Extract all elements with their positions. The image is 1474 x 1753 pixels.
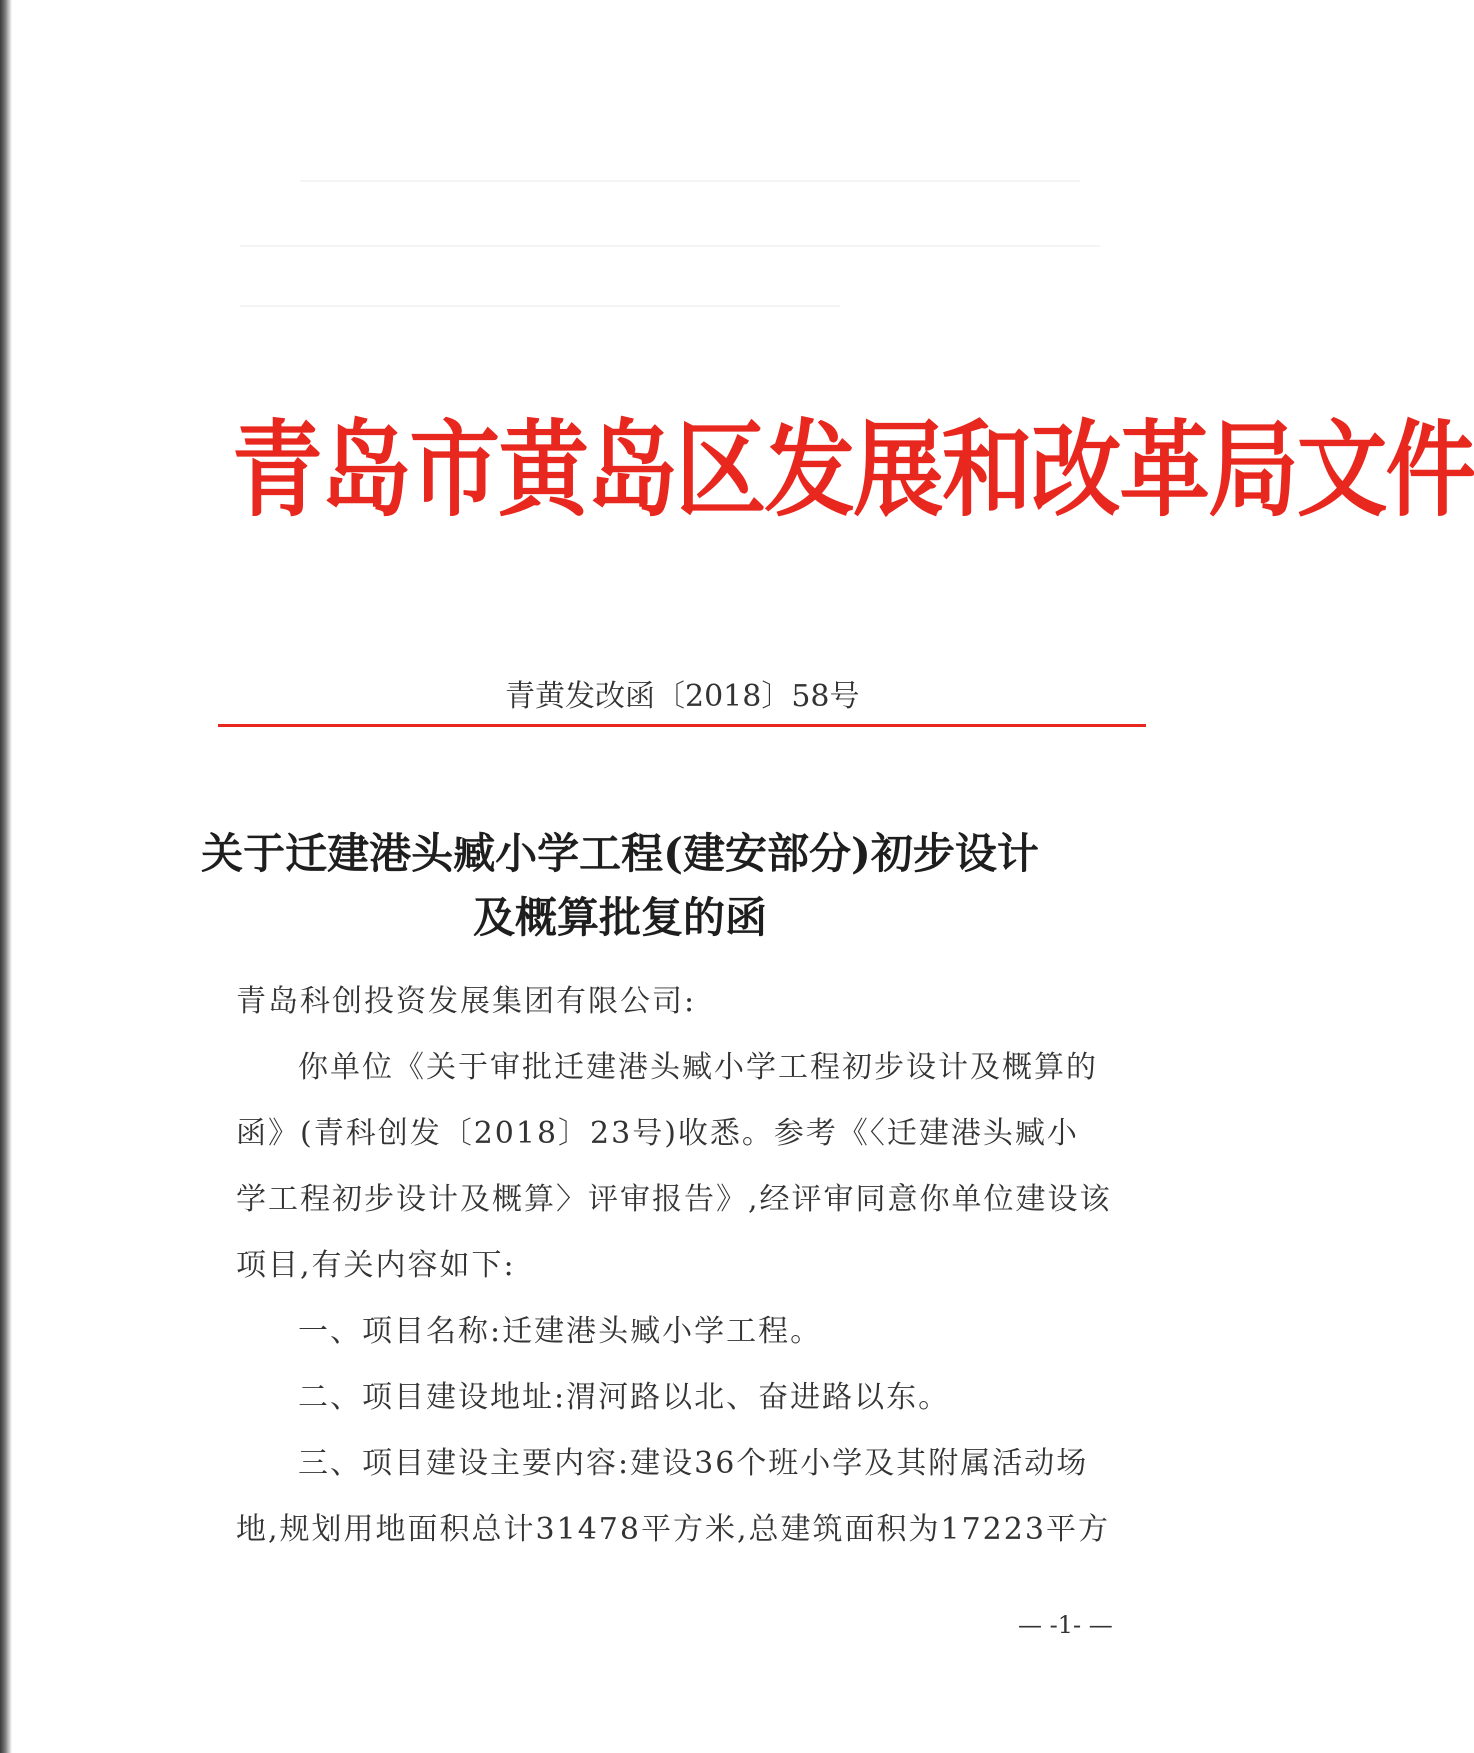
document-number: 青黄发改函〔2018〕58号	[505, 679, 860, 714]
issuing-authority-header: 青岛市黄岛区发展和改革局文件	[232, 408, 1474, 531]
bleed-through-line	[240, 245, 1100, 247]
letter-title-line-1: 关于迁建港头臧小学工程(建安部分)初步设计	[201, 829, 1039, 878]
body-line: 地,规划用地面积总计31478平方米,总建筑面积为17223平方	[236, 1512, 1110, 1547]
body-line: 项目,有关内容如下:	[236, 1248, 516, 1283]
page-number: — -1- —	[1018, 1611, 1113, 1639]
body-line: 函》(青科创发〔2018〕23号)收悉。参考《〈迁建港头臧小	[236, 1116, 1079, 1151]
bleed-through-line	[300, 180, 1080, 182]
body-line: 你单位《关于审批迁建港头臧小学工程初步设计及概算的	[298, 1050, 1098, 1085]
body-line: 一、项目名称:迁建港头臧小学工程。	[298, 1314, 823, 1349]
recipient-line: 青岛科创投资发展集团有限公司:	[236, 984, 697, 1019]
letter-title-line-2: 及概算批复的函	[472, 893, 767, 942]
body-line: 学工程初步设计及概算〉评审报告》,经评审同意你单位建设该	[236, 1182, 1112, 1217]
red-separator-rule	[218, 724, 1146, 727]
body-line: 三、项目建设主要内容:建设36个班小学及其附属活动场	[298, 1446, 1089, 1481]
body-line: 二、项目建设地址:渭河路以北、奋进路以东。	[298, 1380, 951, 1415]
bleed-through-line	[240, 305, 840, 307]
